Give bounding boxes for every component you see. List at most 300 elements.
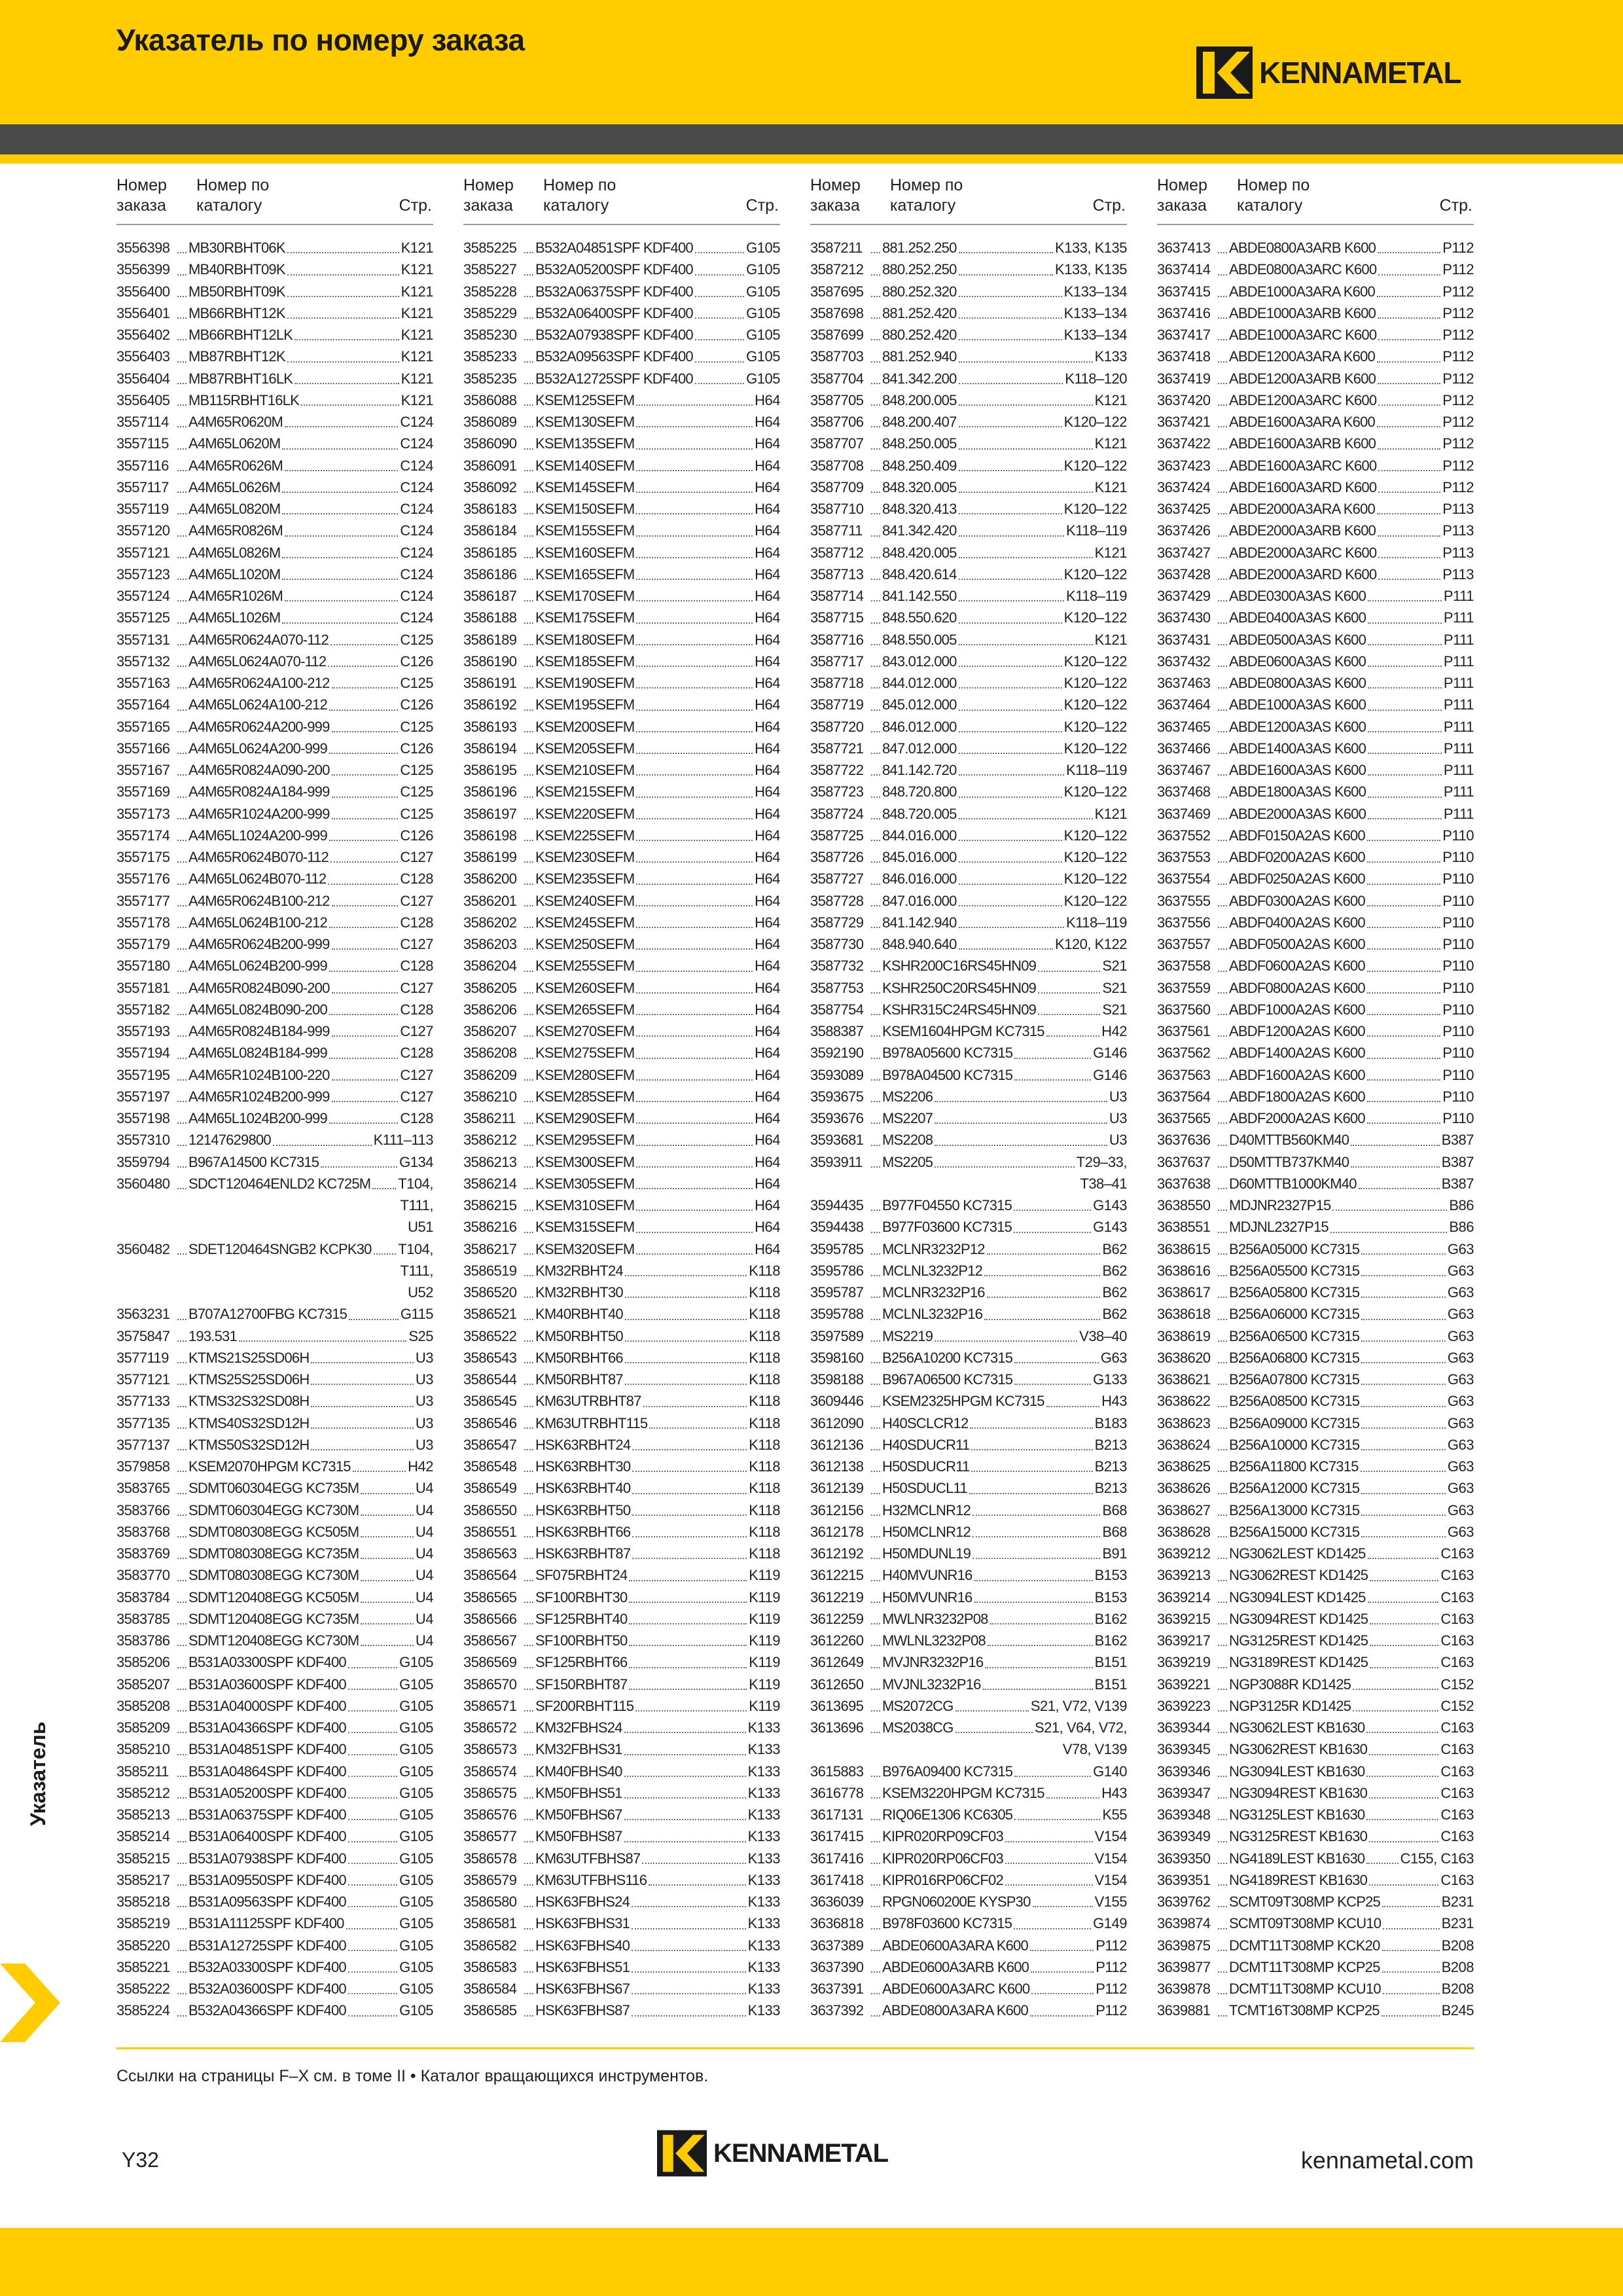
page-reference[interactable]: V78, V139 xyxy=(1062,1741,1127,1758)
page-reference[interactable]: K133 xyxy=(1094,348,1127,365)
page-reference[interactable]: H64 xyxy=(755,501,780,517)
page-reference[interactable]: C124 xyxy=(400,501,433,517)
page-reference[interactable]: C127 xyxy=(400,936,433,952)
page-reference[interactable]: S21 xyxy=(1102,1001,1127,1018)
page-reference[interactable]: G63 xyxy=(1447,1240,1474,1257)
page-reference[interactable]: C128 xyxy=(400,870,433,888)
page-reference[interactable]: T104, xyxy=(398,1240,433,1257)
page-reference[interactable]: K121 xyxy=(1094,631,1127,648)
page-reference[interactable]: B231 xyxy=(1441,1915,1474,1932)
page-reference[interactable]: H64 xyxy=(755,478,780,495)
page-reference[interactable]: K121 xyxy=(401,348,433,365)
page-reference[interactable]: B62 xyxy=(1102,1240,1127,1257)
page-reference[interactable]: K133 xyxy=(747,1850,780,1867)
page-reference[interactable]: T29–33, xyxy=(1076,1153,1127,1170)
page-reference[interactable]: K121 xyxy=(401,261,433,278)
page-reference[interactable]: H64 xyxy=(755,1219,780,1236)
page-reference[interactable]: V154 xyxy=(1094,1828,1127,1845)
page-reference[interactable]: C163 xyxy=(1440,1545,1474,1562)
page-reference[interactable]: K120–122 xyxy=(1063,783,1127,800)
page-reference[interactable]: K120, K122 xyxy=(1055,936,1127,952)
page-reference[interactable]: C124 xyxy=(400,609,433,626)
page-reference[interactable]: K121 xyxy=(401,304,433,321)
page-reference[interactable]: C163 xyxy=(1440,1654,1474,1671)
page-reference[interactable]: K133, K135 xyxy=(1055,261,1127,278)
page-reference[interactable]: K120–122 xyxy=(1063,609,1127,626)
page-reference[interactable]: K120–122 xyxy=(1063,501,1127,517)
page-reference[interactable]: C124 xyxy=(400,435,433,452)
page-reference[interactable]: K121 xyxy=(401,327,433,343)
page-reference[interactable]: U3 xyxy=(1109,1110,1127,1126)
page-reference[interactable]: T111, xyxy=(400,1262,433,1279)
page-reference[interactable]: K120–122 xyxy=(1063,827,1127,844)
page-reference[interactable]: G105 xyxy=(746,261,780,278)
page-reference[interactable]: G105 xyxy=(399,1937,433,1954)
page-reference[interactable]: B162 xyxy=(1094,1632,1127,1649)
page-reference[interactable]: K121 xyxy=(1094,391,1127,408)
page-reference[interactable]: T38–41 xyxy=(1080,1175,1127,1192)
page-reference[interactable]: C125 xyxy=(400,675,433,691)
page-reference[interactable]: C127 xyxy=(400,979,433,996)
page-reference[interactable]: K118 xyxy=(749,1284,780,1300)
page-reference[interactable]: G105 xyxy=(399,1784,433,1801)
page-reference[interactable]: T104, xyxy=(398,1175,433,1192)
page-reference[interactable]: G63 xyxy=(1447,1262,1474,1279)
page-reference[interactable]: B151 xyxy=(1094,1654,1127,1671)
page-reference[interactable]: K118 xyxy=(749,1458,780,1475)
page-reference[interactable]: G105 xyxy=(399,1719,433,1736)
page-reference[interactable]: P111 xyxy=(1443,762,1474,778)
page-reference[interactable]: P111 xyxy=(1443,783,1474,800)
page-reference[interactable]: U4 xyxy=(415,1632,433,1649)
page-reference[interactable]: C163 xyxy=(1440,1741,1474,1758)
page-reference[interactable]: G105 xyxy=(746,370,780,387)
page-reference[interactable]: G105 xyxy=(399,1741,433,1758)
page-reference[interactable]: P112 xyxy=(1096,1958,1127,1975)
page-reference[interactable]: P112 xyxy=(1442,283,1474,300)
page-reference[interactable]: G140 xyxy=(1093,1763,1127,1780)
page-reference[interactable]: H64 xyxy=(755,805,780,822)
page-reference[interactable]: C163 xyxy=(1440,1632,1474,1649)
page-reference[interactable]: K121 xyxy=(1094,805,1127,822)
page-reference[interactable]: K133 xyxy=(747,1893,780,1910)
page-reference[interactable]: C124 xyxy=(400,457,433,474)
page-reference[interactable]: K118 xyxy=(749,1327,780,1344)
page-reference[interactable]: B183 xyxy=(1094,1414,1127,1431)
page-reference[interactable]: C163 xyxy=(1440,1588,1474,1605)
page-reference[interactable]: C126 xyxy=(400,696,433,713)
page-reference[interactable]: H42 xyxy=(1101,1023,1127,1039)
page-reference[interactable]: P112 xyxy=(1442,240,1474,256)
page-reference[interactable]: G63 xyxy=(1447,1480,1474,1497)
page-reference[interactable]: B387 xyxy=(1441,1175,1474,1192)
page-reference[interactable]: H64 xyxy=(755,391,780,408)
page-reference[interactable]: K133 xyxy=(747,1741,780,1758)
page-reference[interactable]: C124 xyxy=(400,478,433,495)
page-reference[interactable]: K120–122 xyxy=(1063,414,1127,430)
page-reference[interactable]: K133–134 xyxy=(1063,327,1127,343)
page-reference[interactable]: K133 xyxy=(747,1784,780,1801)
page-reference[interactable]: U3 xyxy=(1109,1088,1127,1105)
page-reference[interactable]: G149 xyxy=(1093,1915,1127,1932)
page-reference[interactable]: G115 xyxy=(400,1306,433,1323)
page-reference[interactable]: H64 xyxy=(755,870,780,888)
page-reference[interactable]: G105 xyxy=(399,1697,433,1714)
page-reference[interactable]: P110 xyxy=(1442,1110,1474,1126)
page-reference[interactable]: C125 xyxy=(400,805,433,822)
page-reference[interactable]: C124 xyxy=(400,522,433,539)
page-reference[interactable]: U52 xyxy=(408,1284,433,1300)
page-reference[interactable]: P110 xyxy=(1442,936,1474,952)
page-reference[interactable]: H64 xyxy=(755,1088,780,1105)
page-reference[interactable]: G105 xyxy=(399,2002,433,2019)
page-reference[interactable]: G63 xyxy=(1447,1327,1474,1344)
page-reference[interactable]: G105 xyxy=(399,1676,433,1693)
page-reference[interactable]: G133 xyxy=(1093,1371,1127,1388)
page-reference[interactable]: B213 xyxy=(1094,1458,1127,1475)
page-reference[interactable]: V154 xyxy=(1094,1871,1127,1888)
page-reference[interactable]: K118 xyxy=(749,1545,780,1562)
page-reference[interactable]: P113 xyxy=(1442,565,1474,583)
page-reference[interactable]: K120–122 xyxy=(1063,565,1127,583)
page-reference[interactable]: P112 xyxy=(1096,1981,1127,1997)
page-reference[interactable]: K120–122 xyxy=(1063,696,1127,713)
page-reference[interactable]: H43 xyxy=(1101,1393,1127,1410)
page-reference[interactable]: C163 xyxy=(1440,1784,1474,1801)
page-reference[interactable]: C125 xyxy=(400,718,433,735)
page-reference[interactable]: C124 xyxy=(400,588,433,604)
page-reference[interactable]: H64 xyxy=(755,457,780,474)
page-reference[interactable]: C126 xyxy=(400,653,433,670)
page-reference[interactable]: P110 xyxy=(1442,827,1474,844)
page-reference[interactable]: G63 xyxy=(1447,1414,1474,1431)
page-reference[interactable]: P113 xyxy=(1442,544,1474,561)
page-reference[interactable]: K118 xyxy=(749,1393,780,1410)
page-reference[interactable]: B86 xyxy=(1449,1219,1474,1236)
page-reference[interactable]: K118 xyxy=(749,1501,780,1518)
page-reference[interactable]: P111 xyxy=(1443,740,1474,757)
page-reference[interactable]: H64 xyxy=(755,827,780,844)
page-reference[interactable]: B231 xyxy=(1441,1893,1474,1910)
page-reference[interactable]: K118 xyxy=(749,1436,780,1453)
page-reference[interactable]: G146 xyxy=(1093,1066,1127,1083)
page-reference[interactable]: B208 xyxy=(1441,1981,1474,1997)
page-reference[interactable]: P112 xyxy=(1096,1937,1127,1954)
page-reference[interactable]: K118 xyxy=(749,1523,780,1540)
page-reference[interactable]: H64 xyxy=(755,544,780,561)
page-reference[interactable]: G63 xyxy=(1447,1349,1474,1366)
page-reference[interactable]: G105 xyxy=(746,327,780,343)
page-reference[interactable]: P111 xyxy=(1443,675,1474,691)
page-reference[interactable]: C125 xyxy=(400,631,433,648)
page-reference[interactable]: C152 xyxy=(1440,1697,1474,1714)
page-reference[interactable]: H64 xyxy=(755,718,780,735)
page-reference[interactable]: B153 xyxy=(1094,1567,1127,1584)
page-reference[interactable]: K118 xyxy=(749,1306,780,1323)
page-reference[interactable]: U3 xyxy=(415,1393,433,1410)
page-reference[interactable]: H64 xyxy=(755,1023,780,1039)
page-reference[interactable]: P110 xyxy=(1442,1023,1474,1039)
page-reference[interactable]: B162 xyxy=(1094,1610,1127,1627)
page-reference[interactable]: K118–119 xyxy=(1065,522,1127,539)
page-reference[interactable]: K120–122 xyxy=(1063,718,1127,735)
page-reference[interactable]: T111, xyxy=(400,1197,433,1213)
page-reference[interactable]: C128 xyxy=(400,1001,433,1018)
page-reference[interactable]: H64 xyxy=(755,1240,780,1257)
page-reference[interactable]: C152 xyxy=(1440,1676,1474,1693)
page-reference[interactable]: G105 xyxy=(399,1654,433,1671)
page-reference[interactable]: P110 xyxy=(1442,958,1474,975)
page-reference[interactable]: H64 xyxy=(755,1175,780,1192)
page-reference[interactable]: K118 xyxy=(749,1262,780,1279)
page-reference[interactable]: H64 xyxy=(755,958,780,975)
page-reference[interactable]: C124 xyxy=(400,414,433,430)
page-reference[interactable]: G105 xyxy=(399,1871,433,1888)
page-reference[interactable]: G105 xyxy=(746,348,780,365)
page-reference[interactable]: V154 xyxy=(1094,1850,1127,1867)
page-reference[interactable]: K118 xyxy=(749,1414,780,1431)
page-reference[interactable]: H64 xyxy=(755,522,780,539)
page-reference[interactable]: H64 xyxy=(755,696,780,713)
page-reference[interactable]: H64 xyxy=(755,936,780,952)
page-reference[interactable]: G63 xyxy=(1447,1393,1474,1410)
page-reference[interactable]: B387 xyxy=(1441,1153,1474,1170)
page-reference[interactable]: V38–40 xyxy=(1079,1327,1127,1344)
page-reference[interactable]: B86 xyxy=(1449,1197,1474,1213)
page-reference[interactable]: P110 xyxy=(1442,849,1474,865)
website-link[interactable]: kennametal.com xyxy=(1300,2147,1474,2174)
page-reference[interactable]: C163 xyxy=(1440,1763,1474,1780)
page-reference[interactable]: G63 xyxy=(1447,1371,1474,1388)
page-reference[interactable]: P111 xyxy=(1443,718,1474,735)
page-reference[interactable]: C163 xyxy=(1440,1567,1474,1584)
page-reference[interactable]: U3 xyxy=(415,1349,433,1366)
page-reference[interactable]: P110 xyxy=(1442,870,1474,888)
page-reference[interactable]: G63 xyxy=(1100,1349,1127,1366)
page-reference[interactable]: K121 xyxy=(1094,478,1127,495)
page-reference[interactable]: K120–122 xyxy=(1063,675,1127,691)
page-reference[interactable]: H64 xyxy=(755,1001,780,1018)
page-reference[interactable]: H64 xyxy=(755,1066,780,1083)
page-reference[interactable]: P112 xyxy=(1442,391,1474,408)
page-reference[interactable]: K133 xyxy=(747,1981,780,1997)
page-reference[interactable]: U3 xyxy=(415,1414,433,1431)
page-reference[interactable]: C127 xyxy=(400,1023,433,1039)
page-reference[interactable]: B153 xyxy=(1094,1588,1127,1605)
page-reference[interactable]: B208 xyxy=(1441,1958,1474,1975)
page-reference[interactable]: H64 xyxy=(755,1110,780,1126)
page-reference[interactable]: K133 xyxy=(747,1719,780,1736)
page-reference[interactable]: P110 xyxy=(1442,1001,1474,1018)
page-reference[interactable]: C125 xyxy=(400,783,433,800)
page-reference[interactable]: C128 xyxy=(400,1045,433,1062)
page-reference[interactable]: S21, V72, V139 xyxy=(1030,1697,1127,1714)
page-reference[interactable]: K119 xyxy=(749,1588,780,1605)
page-reference[interactable]: K133 xyxy=(747,1937,780,1954)
page-reference[interactable]: G143 xyxy=(1093,1219,1127,1236)
page-reference[interactable]: C127 xyxy=(400,892,433,909)
page-reference[interactable]: P110 xyxy=(1442,914,1474,931)
page-reference[interactable]: K119 xyxy=(749,1676,780,1693)
page-reference[interactable]: G105 xyxy=(746,240,780,256)
page-reference[interactable]: H64 xyxy=(755,979,780,996)
page-reference[interactable]: H42 xyxy=(408,1458,433,1475)
page-reference[interactable]: G63 xyxy=(1447,1458,1474,1475)
page-reference[interactable]: K119 xyxy=(749,1610,780,1627)
page-reference[interactable]: K120–122 xyxy=(1063,653,1127,670)
page-reference[interactable]: C126 xyxy=(400,740,433,757)
page-reference[interactable]: C127 xyxy=(400,849,433,865)
page-reference[interactable]: U4 xyxy=(415,1567,433,1584)
page-reference[interactable]: K55 xyxy=(1102,1806,1127,1823)
page-reference[interactable]: C163 xyxy=(1440,1719,1474,1736)
page-reference[interactable]: P112 xyxy=(1442,478,1474,495)
page-reference[interactable]: H43 xyxy=(1101,1784,1127,1801)
page-reference[interactable]: P112 xyxy=(1442,414,1474,430)
page-reference[interactable]: P112 xyxy=(1442,435,1474,452)
page-reference[interactable]: K121 xyxy=(401,370,433,387)
page-reference[interactable]: U4 xyxy=(415,1545,433,1562)
page-reference[interactable]: H64 xyxy=(755,783,780,800)
page-reference[interactable]: K118 xyxy=(749,1371,780,1388)
page-reference[interactable]: K118–119 xyxy=(1065,762,1127,778)
page-reference[interactable]: S21 xyxy=(1102,958,1127,975)
page-reference[interactable]: G105 xyxy=(746,304,780,321)
page-reference[interactable]: C124 xyxy=(400,544,433,561)
page-reference[interactable]: G105 xyxy=(399,1893,433,1910)
page-reference[interactable]: C155, C163 xyxy=(1400,1850,1474,1867)
page-reference[interactable]: P110 xyxy=(1442,1088,1474,1105)
page-reference[interactable]: K133, K135 xyxy=(1055,240,1127,256)
page-reference[interactable]: H64 xyxy=(755,609,780,626)
page-reference[interactable]: P112 xyxy=(1096,2002,1127,2019)
page-reference[interactable]: B387 xyxy=(1441,1132,1474,1149)
page-reference[interactable]: H64 xyxy=(755,675,780,691)
page-reference[interactable]: H64 xyxy=(755,762,780,778)
page-reference[interactable]: P112 xyxy=(1442,261,1474,278)
page-reference[interactable]: H64 xyxy=(755,1197,780,1213)
page-reference[interactable]: B151 xyxy=(1094,1676,1127,1693)
page-reference[interactable]: U4 xyxy=(415,1588,433,1605)
page-reference[interactable]: G146 xyxy=(1093,1045,1127,1062)
page-reference[interactable]: P112 xyxy=(1442,327,1474,343)
page-reference[interactable]: P110 xyxy=(1442,1066,1474,1083)
page-reference[interactable]: K133 xyxy=(747,1806,780,1823)
page-reference[interactable]: C163 xyxy=(1440,1871,1474,1888)
page-reference[interactable]: C128 xyxy=(400,914,433,931)
page-reference[interactable]: U51 xyxy=(408,1219,433,1236)
page-reference[interactable]: G134 xyxy=(399,1153,433,1170)
page-reference[interactable]: C128 xyxy=(400,1110,433,1126)
page-reference[interactable]: C163 xyxy=(1440,1828,1474,1845)
page-reference[interactable]: G63 xyxy=(1447,1284,1474,1300)
page-reference[interactable]: K133 xyxy=(747,1828,780,1845)
page-reference[interactable]: U3 xyxy=(415,1436,433,1453)
page-reference[interactable]: G105 xyxy=(399,1981,433,1997)
page-reference[interactable]: P111 xyxy=(1443,631,1474,648)
page-reference[interactable]: K133–134 xyxy=(1063,304,1127,321)
page-reference[interactable]: P112 xyxy=(1442,370,1474,387)
page-reference[interactable]: P112 xyxy=(1442,304,1474,321)
page-reference[interactable]: P111 xyxy=(1443,588,1474,604)
page-reference[interactable]: K120–122 xyxy=(1063,870,1127,888)
page-reference[interactable]: G105 xyxy=(399,1828,433,1845)
page-reference[interactable]: G105 xyxy=(399,1958,433,1975)
page-reference[interactable]: P111 xyxy=(1443,805,1474,822)
page-reference[interactable]: K121 xyxy=(1094,435,1127,452)
page-reference[interactable]: G63 xyxy=(1447,1436,1474,1453)
page-reference[interactable]: S21, V64, V72, xyxy=(1035,1719,1127,1736)
page-reference[interactable]: G105 xyxy=(399,1850,433,1867)
page-reference[interactable]: U4 xyxy=(415,1501,433,1518)
page-reference[interactable]: G143 xyxy=(1093,1197,1127,1213)
page-reference[interactable]: C127 xyxy=(400,1088,433,1105)
page-reference[interactable]: B62 xyxy=(1102,1262,1127,1279)
page-reference[interactable]: G105 xyxy=(399,1915,433,1932)
page-reference[interactable]: K121 xyxy=(401,391,433,408)
page-reference[interactable]: U3 xyxy=(415,1371,433,1388)
page-reference[interactable]: S21 xyxy=(1102,979,1127,996)
page-reference[interactable]: H64 xyxy=(755,414,780,430)
page-reference[interactable]: H64 xyxy=(755,914,780,931)
page-reference[interactable]: K119 xyxy=(749,1632,780,1649)
page-reference[interactable]: H64 xyxy=(755,631,780,648)
page-reference[interactable]: H64 xyxy=(755,849,780,865)
page-reference[interactable]: B245 xyxy=(1441,2002,1474,2019)
page-reference[interactable]: K133 xyxy=(747,1958,780,1975)
page-reference[interactable]: K119 xyxy=(749,1567,780,1584)
page-reference[interactable]: K133–134 xyxy=(1063,283,1127,300)
page-reference[interactable]: B68 xyxy=(1102,1523,1127,1540)
page-reference[interactable]: B62 xyxy=(1102,1306,1127,1323)
page-reference[interactable]: H64 xyxy=(755,1045,780,1062)
page-reference[interactable]: B68 xyxy=(1102,1501,1127,1518)
page-reference[interactable]: U4 xyxy=(415,1480,433,1497)
page-reference[interactable]: P112 xyxy=(1442,348,1474,365)
page-reference[interactable]: P113 xyxy=(1442,501,1474,517)
page-reference[interactable]: P110 xyxy=(1442,979,1474,996)
page-reference[interactable]: G63 xyxy=(1447,1501,1474,1518)
page-reference[interactable]: K120–122 xyxy=(1063,457,1127,474)
page-reference[interactable]: H64 xyxy=(755,653,780,670)
page-reference[interactable]: B213 xyxy=(1094,1480,1127,1497)
page-reference[interactable]: G105 xyxy=(399,1806,433,1823)
page-reference[interactable]: H64 xyxy=(755,565,780,583)
page-reference[interactable]: P111 xyxy=(1443,609,1474,626)
page-reference[interactable]: G105 xyxy=(399,1763,433,1780)
page-reference[interactable]: H64 xyxy=(755,1132,780,1149)
page-reference[interactable]: B213 xyxy=(1094,1436,1127,1453)
page-reference[interactable]: C126 xyxy=(400,827,433,844)
page-reference[interactable]: K119 xyxy=(749,1697,780,1714)
page-reference[interactable]: V155 xyxy=(1094,1893,1127,1910)
page-reference[interactable]: B208 xyxy=(1441,1937,1474,1954)
page-reference[interactable]: K121 xyxy=(1094,544,1127,561)
page-reference[interactable]: K118 xyxy=(749,1349,780,1366)
page-reference[interactable]: P111 xyxy=(1443,653,1474,670)
page-reference[interactable]: G63 xyxy=(1447,1523,1474,1540)
page-reference[interactable]: K121 xyxy=(401,240,433,256)
page-reference[interactable]: P113 xyxy=(1442,522,1474,539)
page-reference[interactable]: C163 xyxy=(1440,1610,1474,1627)
page-reference[interactable]: K118–119 xyxy=(1065,914,1127,931)
page-reference[interactable]: K133 xyxy=(747,1871,780,1888)
page-reference[interactable]: K118 xyxy=(749,1480,780,1497)
page-reference[interactable]: G105 xyxy=(746,283,780,300)
page-reference[interactable]: H64 xyxy=(755,435,780,452)
page-reference[interactable]: H64 xyxy=(755,588,780,604)
page-reference[interactable]: C163 xyxy=(1440,1806,1474,1823)
